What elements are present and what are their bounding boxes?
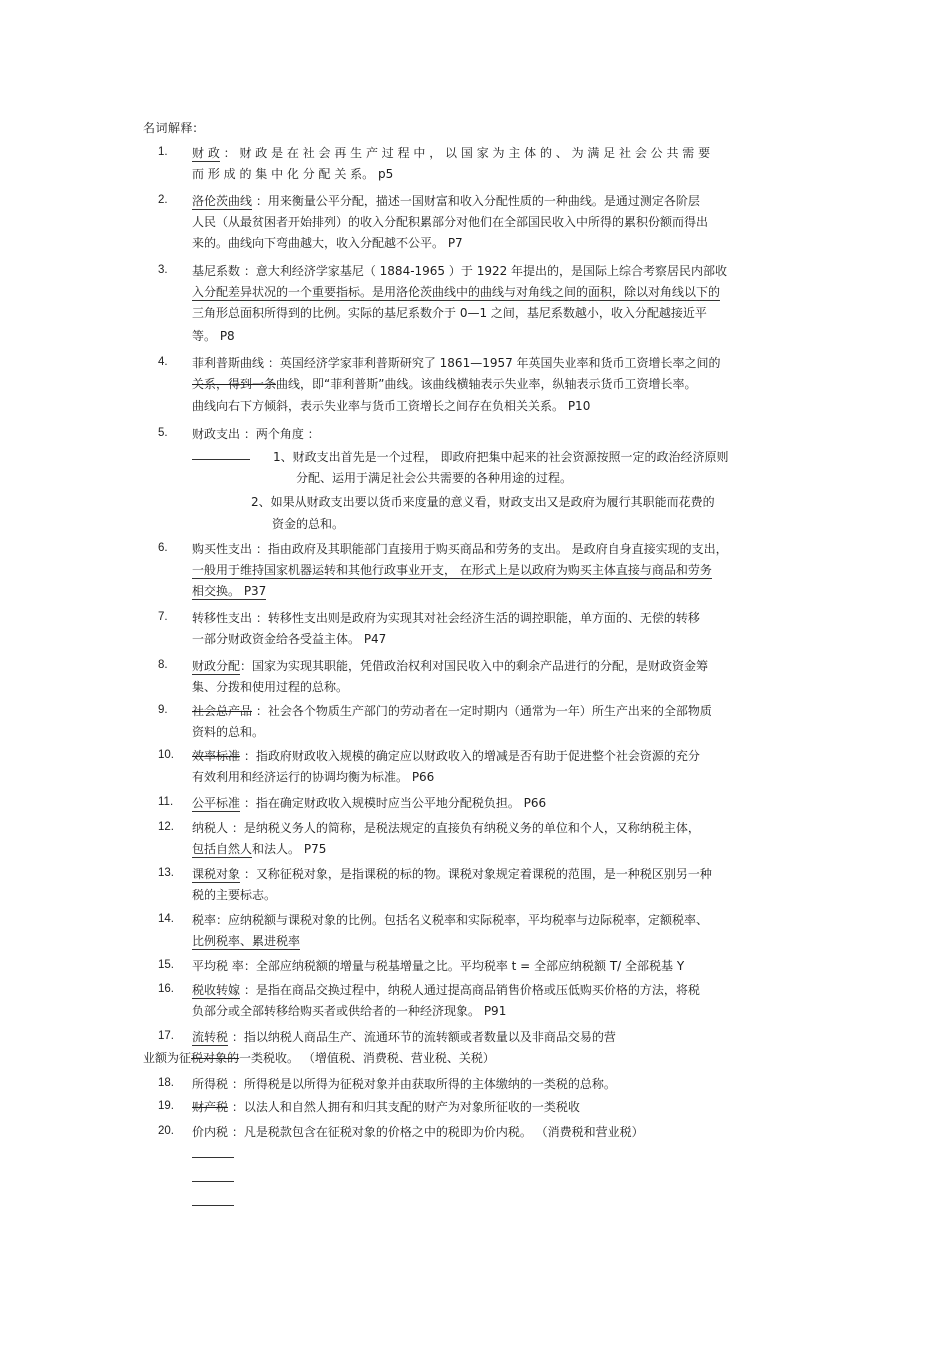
item-number: 3. xyxy=(158,264,168,276)
definition-text: ：又称征税对象，是指课税的标的物。课税对象规定着课税的范围，是一种税区别另一种 xyxy=(243,867,712,881)
definition-text: ：指以纳税人商品生产、流通环节的流转额或者数量以及非商品交易的营 xyxy=(231,1030,616,1044)
definition-text: 包括自然人 xyxy=(192,842,253,856)
definition-text: ：全部应纳税额的增量与税基增量之比。平均税率 t = 全部应纳税额 T/ 全部税基 Y xyxy=(243,959,685,973)
definition-line: 分配、运用于满足社会公共需要的各种用途的过程。 xyxy=(296,471,573,485)
definition-line xyxy=(192,284,720,300)
definition-line xyxy=(192,145,710,161)
term: 公平标准 xyxy=(192,796,241,810)
item-number: 1. xyxy=(158,146,168,158)
definition-line: 1、财政支出首先是一个过程， 即政府把集中起来的社会资源按照一定的政治经济原则 xyxy=(273,450,729,464)
term: 菲利普斯曲线 xyxy=(192,356,265,370)
term: 社会总产品 xyxy=(192,704,253,718)
item-number: 2. xyxy=(158,194,168,206)
term: 效率标准 xyxy=(192,749,241,763)
definition-text: ：指由政府及其职能部门直接用于购买商品和劳务的支出。 是政府自身直接实现的支出， xyxy=(255,542,728,556)
item-number: 6. xyxy=(158,542,168,554)
term: 纳税人 xyxy=(192,821,229,835)
definition-text: ：社会各个物质生产部门的劳动者在一定时期内（通常为一年）所生产出来的全部物质 xyxy=(255,704,712,718)
definition-line xyxy=(192,193,700,209)
definition-line: 一部分财政资金给各受益主体。 P47 xyxy=(192,632,387,646)
definition-line xyxy=(192,982,700,998)
term: 财 政 xyxy=(192,146,220,160)
definition-line xyxy=(192,658,708,674)
term: 转移性支出 xyxy=(192,611,253,625)
definition-line: 资金的总和。 xyxy=(272,517,345,531)
definition-line xyxy=(192,933,300,949)
definition-line xyxy=(192,1099,580,1115)
definition-line: 集、分拨和使用过程的总称。 xyxy=(192,680,349,694)
definition-line xyxy=(192,958,684,974)
definition-line xyxy=(143,1050,495,1066)
definition-text: 一般用于维持国家机器运转和其他行政事业开支， 在形式上是以政府为购买主体直接与商品和劳务 xyxy=(192,563,712,577)
definition-line: 三角形总面积所得到的比例。实际的基尼系数介于 0—1 之间，基尼系数越小，收入分配越接近平 xyxy=(192,306,707,320)
term: 财政分配 xyxy=(192,659,241,673)
term: 课税对象 xyxy=(192,867,241,881)
item-number: 10. xyxy=(158,749,174,761)
definition-text: ：凡是税款包含在征税对象的价格之中的税即为价内税。 （消费税和营业税） xyxy=(231,1125,644,1139)
definition-text: 相交换。 P37 xyxy=(192,584,267,598)
blank-line xyxy=(192,1181,234,1182)
definition-text: ：所得税是以所得为征税对象并由获取所得的主体缴纳的一类税的总称。 xyxy=(231,1077,616,1091)
definition-text: ：是纳税义务人的简称，是税法规定的直接负有纳税义务的单位和个人，又称纳税主体， xyxy=(231,821,700,835)
definition-text: ：意大利经济学家基尼（ 1884-1965 ）于 1922 年提出的，是国际上综合考察居民内部收 xyxy=(243,264,728,278)
definition-text: 入分配差异状况的一个重要指标。是用洛伦茨曲线中的曲线与对角线之间的面积，除以对角线以下的 xyxy=(192,285,721,299)
term: 税率 xyxy=(192,913,217,927)
definition-line: 来的。曲线向下弯曲越大，收入分配越不公平。 P7 xyxy=(192,236,463,250)
definition-line xyxy=(192,820,700,836)
term: 所得税 xyxy=(192,1077,229,1091)
definition-line xyxy=(192,541,728,557)
term: 税收转嫁 xyxy=(192,983,241,997)
definition-line xyxy=(192,1124,644,1140)
item-number: 4. xyxy=(158,356,168,368)
item-number: 12. xyxy=(158,821,174,833)
item-number: 7. xyxy=(158,611,168,623)
item-number: 20. xyxy=(158,1125,174,1137)
definition-line: 税的主要标志。 xyxy=(192,888,277,902)
term: 财政支出 xyxy=(192,427,241,441)
term: 洛伦茨曲线 xyxy=(192,194,253,208)
definition-line xyxy=(192,795,546,811)
blank-line xyxy=(192,1205,234,1206)
definition-text: ：应纳税额与课税对象的比例。包括名义税率和实际税率，平均税率与边际税率，定额税率、 xyxy=(216,913,709,927)
definition-line xyxy=(192,583,266,599)
definition-line xyxy=(192,426,320,442)
definition-line: 资料的总和。 xyxy=(192,725,265,739)
definition-line: 2、如果从财政支出要以货币来度量的意义看，财政支出又是政府为履行其职能而花费的 xyxy=(251,495,715,509)
definition-line xyxy=(192,263,727,279)
item-number: 13. xyxy=(158,867,174,879)
term: 流转税 xyxy=(192,1030,229,1044)
definition-line xyxy=(192,841,326,857)
definition-text: 业额为征 xyxy=(143,1051,192,1065)
definition-line: 而 形 成 的 集 中 化 分 配 关 系。 p5 xyxy=(192,167,394,181)
term: 购买性支出 xyxy=(192,542,253,556)
definition-text: ：以法人和自然人拥有和归其支配的财产为对象所征收的一类税收 xyxy=(231,1100,580,1114)
item-number: 16. xyxy=(158,983,174,995)
item-number: 9. xyxy=(158,704,168,716)
term: 基尼系数 xyxy=(192,264,241,278)
blank-line xyxy=(192,1157,234,1158)
struck-text: 税对象的 xyxy=(191,1051,240,1065)
definition-line xyxy=(192,355,721,371)
definition-text: ：指在确定财政收入规模时应当公平地分配税负担。 P66 xyxy=(243,796,547,810)
definition-line xyxy=(192,866,712,882)
definition-line: 等。 P8 xyxy=(192,329,235,343)
struck-text: 关系，得到一条 xyxy=(192,377,277,391)
item-number: 5. xyxy=(158,427,168,439)
definition-text: ：国家为实现其职能，凭借政治权利对国民收入中的剩余产品进行的分配，是财政资金筹 xyxy=(240,659,709,673)
definition-line xyxy=(192,1029,616,1045)
definition-text: ：是指在商品交换过程中，纳税人通过提高商品销售价格或压低购买价格的方法，将税 xyxy=(243,983,700,997)
definition-line: 曲线向右下方倾斜，表示失业率与货币工资增长之间存在负相关关系。 P10 xyxy=(192,399,591,413)
definition-line: 负部分或全部转移给购买者或供给者的一种经济现象。 P91 xyxy=(192,1004,507,1018)
blank-line xyxy=(192,459,250,460)
item-number: 19. xyxy=(158,1100,174,1112)
definition-text: 曲线，即“菲利普斯”曲线。该曲线横轴表示失业率，纵轴表示货币工资增长率。 xyxy=(276,377,697,391)
definition-line xyxy=(192,703,712,719)
definition-text: ：指政府财政收入规模的确定应以财政收入的增减是否有助于促进整个社会资源的充分 xyxy=(243,749,700,763)
definition-text: ：用来衡量公平分配，描述一国财富和收入分配性质的一种曲线。是通过测定各阶层 xyxy=(255,194,700,208)
term: 平均税 率 xyxy=(192,959,244,973)
definition-line: 人民（从最贫困者开始排列）的收入分配积累部分对他们在全部国民收入中所得的累积份额而得出 xyxy=(192,215,709,229)
definition-text: ：两个角度 ： xyxy=(243,427,320,441)
term: 财产税 xyxy=(192,1100,229,1114)
item-number: 14. xyxy=(158,913,174,925)
item-number: 18. xyxy=(158,1077,174,1089)
definition-text: ：英国经济学家菲利普斯研究了 1861—1957 年英国失业率和货币工资增长率之间的 xyxy=(267,356,721,370)
definition-line xyxy=(192,376,696,392)
definition-text: 和法人。 P75 xyxy=(252,842,327,856)
definition-line xyxy=(192,748,700,764)
definition-text: ：转移性支出则是政府为实现其对社会经济生活的调控职能，单方面的、无偿的转移 xyxy=(255,611,700,625)
definition-text: ： 财 政 是 在 社 会 再 生 产 过 程 中 ， 以 国 家 为 主 体 的 、 为 满 足 社 会 公 共 需 要 xyxy=(223,146,711,160)
definition-line xyxy=(192,610,700,626)
definition-text: 一类税收。 （增值税、消费税、营业税、关税） xyxy=(239,1051,495,1065)
item-number: 11. xyxy=(158,796,174,808)
item-number: 15. xyxy=(158,959,174,971)
definition-text: 比例税率、累进税率 xyxy=(192,934,301,948)
definition-line xyxy=(192,912,708,928)
definition-line xyxy=(192,562,712,578)
definition-line: 有效利用和经济运行的协调均衡为标准。 P66 xyxy=(192,770,435,784)
definition-line xyxy=(192,1076,616,1092)
term: 价内税 xyxy=(192,1125,229,1139)
section-heading: 名词解释: xyxy=(143,121,198,135)
item-number: 8. xyxy=(158,659,168,671)
item-number: 17. xyxy=(158,1030,174,1042)
